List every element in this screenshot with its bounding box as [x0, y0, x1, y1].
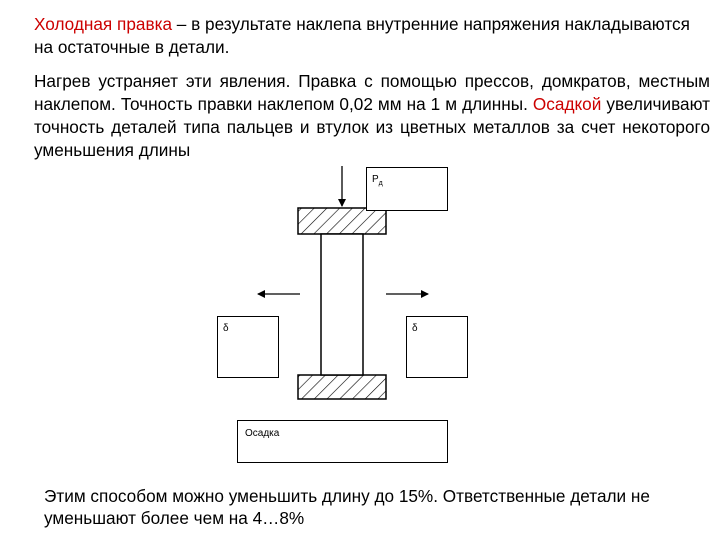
delta-right-label: δ — [412, 323, 418, 334]
paragraph2-lead: Нагрев устраняет эти явления. Правка с помощью прессов, домкратов, местным наклепом. Точность правки наклепом 0,02 мм на 1 м длинны. — [34, 71, 710, 114]
delta-right-box — [406, 316, 468, 378]
paragraph2-tail: увеличивают точность деталей типа пальцев и втулок из цветных металлов за счет некоторого уменьшения длины — [34, 94, 710, 160]
caption-label: Осадка — [245, 428, 280, 439]
term-upsetting: Осадкой — [532, 94, 602, 114]
force-label-box — [366, 167, 448, 211]
top-plate — [298, 208, 386, 234]
force-label: $P_д$ — [372, 174, 383, 187]
delta-left-label: δ — [223, 323, 229, 334]
delta-left-box — [217, 316, 279, 378]
bottom-text: Этим способом можно уменьшить длину до 15%. Ответственные детали не уменьшают более чем на 4…8% — [44, 486, 650, 528]
workpiece — [321, 234, 363, 375]
paragraph1-text: – в результате наклепа внутренние напряжения накладываются на остаточные в детали. — [34, 14, 690, 57]
force-subscript: д — [378, 180, 383, 187]
caption-box — [237, 420, 448, 463]
term-cold-straightening: Холодная правка — [34, 14, 173, 34]
bottom-plate — [298, 375, 386, 399]
